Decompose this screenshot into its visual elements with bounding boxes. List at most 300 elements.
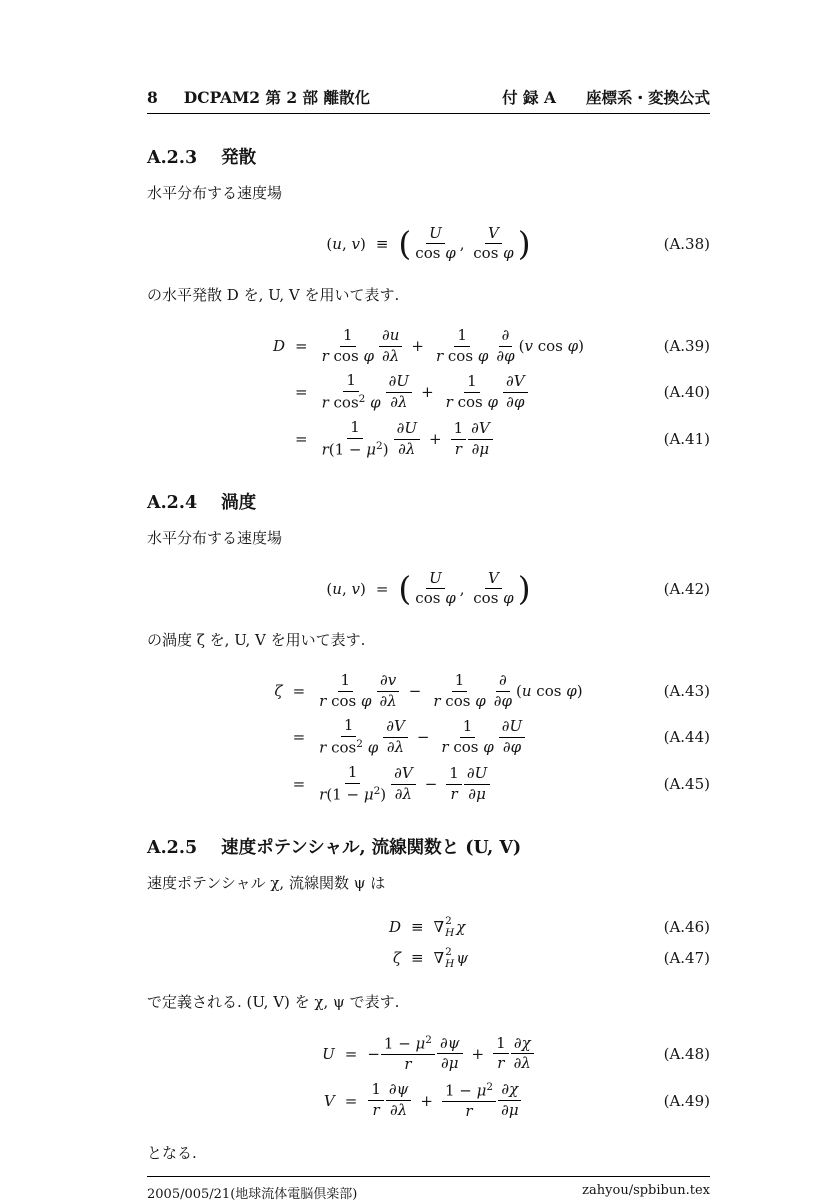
equation-tag-cell xyxy=(583,728,710,746)
math-token: 2 xyxy=(356,737,363,750)
math-token: φ xyxy=(501,691,512,710)
equation-tag: (A.49) xyxy=(663,1091,710,1110)
fraction-denominator xyxy=(469,440,493,459)
fraction-numerator xyxy=(511,1035,534,1055)
math-token: ) xyxy=(359,579,366,598)
math-token: 1 xyxy=(457,325,467,344)
fraction-numerator xyxy=(437,1035,463,1055)
fraction-numerator xyxy=(446,765,462,785)
math-token: μ xyxy=(366,440,377,459)
math-token: r xyxy=(319,691,327,710)
equation-tag-cell xyxy=(583,682,710,700)
fraction xyxy=(386,1081,412,1119)
math-token: U xyxy=(429,223,442,242)
math-token: r xyxy=(497,1054,505,1073)
math-token: χ xyxy=(521,1033,531,1052)
equation-relation: = xyxy=(292,775,306,794)
equation-tag-cell xyxy=(468,918,710,936)
math-token: ) xyxy=(359,234,366,253)
section-number: A.2.5 xyxy=(147,838,198,858)
math-token: φ xyxy=(503,589,514,608)
math-token: ∂ xyxy=(388,372,397,390)
math-token: ∂ xyxy=(501,717,510,735)
math-token: r xyxy=(319,738,327,757)
math-token: ∂ xyxy=(389,1101,398,1120)
equation-tag-cell xyxy=(583,775,710,793)
fraction xyxy=(391,765,416,803)
math-token: ∂ xyxy=(498,670,507,689)
math-token: φ xyxy=(475,691,486,710)
fraction-numerator xyxy=(347,419,363,439)
fraction xyxy=(412,225,458,263)
math-token: φ xyxy=(487,392,499,411)
fraction-numerator xyxy=(464,373,480,393)
math-token: r xyxy=(404,1054,412,1073)
math-token: μ xyxy=(415,1034,426,1053)
fraction xyxy=(498,1081,522,1119)
appendix-title: 座標系・変換公式 xyxy=(585,88,710,107)
equation-rhs xyxy=(434,946,468,970)
math-token: v xyxy=(351,234,360,253)
section-title: 速度ポテンシャル, 流線関数と (U, V) xyxy=(221,838,522,858)
header-left xyxy=(147,86,370,108)
fraction xyxy=(499,718,525,756)
operator: − xyxy=(416,728,430,747)
math-token: λ xyxy=(402,784,413,803)
fraction-denominator xyxy=(443,393,501,412)
math-token: μ xyxy=(448,1054,459,1073)
fraction-denominator xyxy=(319,347,377,366)
fraction xyxy=(379,327,402,365)
math-token: r xyxy=(321,393,329,412)
math-token: ∂ xyxy=(466,763,475,782)
math-token: , xyxy=(459,234,470,253)
fraction-denominator xyxy=(395,440,418,459)
fraction xyxy=(442,1081,496,1121)
math-token: φ xyxy=(360,691,372,710)
fraction-denominator xyxy=(412,589,458,608)
equation-tag: (A.48) xyxy=(663,1044,710,1063)
math-token: r xyxy=(321,346,329,365)
fraction-denominator xyxy=(430,692,488,711)
equation-tag-cell xyxy=(535,1092,710,1110)
operator: + xyxy=(420,1091,433,1110)
fraction xyxy=(493,327,517,365)
equation-relation: = xyxy=(344,1091,358,1110)
equation-tag-cell xyxy=(531,235,710,253)
math-token: ∂ xyxy=(501,1101,509,1120)
math-token: ( xyxy=(326,579,333,598)
math-token: , xyxy=(341,234,352,253)
math-token: r xyxy=(441,737,449,756)
equation-relation: = xyxy=(292,682,306,701)
fraction-denominator xyxy=(384,738,407,757)
fraction-denominator xyxy=(500,738,524,757)
math-token: φ xyxy=(510,737,522,756)
math-token: 1 xyxy=(496,1033,506,1052)
math-token: 2 xyxy=(376,439,383,452)
math-token: 1 xyxy=(467,372,477,390)
equation-lhs xyxy=(326,235,365,253)
math-token: , xyxy=(459,579,470,598)
math-token: ∂ xyxy=(506,392,514,411)
equation-tag-cell xyxy=(531,580,710,598)
equation-tag-cell xyxy=(584,337,710,355)
fraction-denominator xyxy=(447,785,460,804)
equation-rhs xyxy=(318,372,529,412)
fraction-numerator xyxy=(426,570,445,590)
math-token: ψ xyxy=(396,1080,409,1099)
math-token: χ xyxy=(456,917,466,936)
equation-rhs xyxy=(434,915,466,939)
fraction-numerator xyxy=(460,718,476,738)
math-token: ∂ xyxy=(396,418,405,437)
fraction-denominator xyxy=(316,737,381,757)
math-token: r xyxy=(372,1101,380,1120)
fraction xyxy=(433,327,491,365)
superscript: 2 xyxy=(445,914,452,927)
math-token: cos xyxy=(473,589,504,608)
math-token: r xyxy=(321,440,329,459)
equation-tag: (A.38) xyxy=(663,234,710,253)
fraction-denominator xyxy=(316,692,374,711)
appendix-label: 付 録 A xyxy=(502,88,556,107)
math-token: ∂ xyxy=(379,691,388,710)
page-header xyxy=(147,86,710,114)
math-token: U xyxy=(509,717,523,735)
math-token: λ xyxy=(387,691,397,710)
operator: − xyxy=(424,775,438,794)
math-token: ( xyxy=(516,682,522,701)
section-heading-divergence xyxy=(147,144,710,169)
math-token: φ xyxy=(445,244,456,263)
equation-tag-cell xyxy=(468,949,710,967)
math-token: r xyxy=(454,439,462,458)
math-token: λ xyxy=(397,392,408,411)
math-token: U xyxy=(322,1044,335,1063)
math-token: ∂ xyxy=(390,392,398,411)
equation-rhs xyxy=(318,419,494,459)
fraction-denominator xyxy=(438,1054,462,1073)
math-token: 1 − xyxy=(444,1081,477,1100)
equation-lhs xyxy=(389,918,401,936)
math-token: v xyxy=(387,670,397,689)
math-token: ( xyxy=(518,337,525,356)
math-token: 2 xyxy=(358,392,366,405)
fraction-denominator xyxy=(493,347,517,366)
math-token: ζ xyxy=(274,682,283,701)
fraction-numerator xyxy=(377,672,399,692)
equation-group-a43-a45 xyxy=(147,672,710,804)
math-token: − xyxy=(367,1044,380,1063)
math-token: ( xyxy=(326,234,333,253)
paragraph: 水平分布する速度場 xyxy=(147,529,283,547)
math-token: ∂ xyxy=(502,737,511,756)
math-token: u xyxy=(389,325,400,344)
fraction xyxy=(381,1034,435,1074)
equation-group-a42 xyxy=(147,570,710,608)
math-token: λ xyxy=(389,346,400,365)
math-token: φ xyxy=(504,346,515,365)
fraction-numerator xyxy=(464,765,490,785)
fraction xyxy=(451,420,467,458)
math-token: ) xyxy=(578,337,584,356)
math-token: ) xyxy=(382,440,389,459)
math-token: D xyxy=(388,917,402,936)
math-token: r xyxy=(450,784,458,803)
math-token: ∂ xyxy=(506,372,514,390)
fraction-numerator xyxy=(498,1081,521,1101)
section-heading-vorticity xyxy=(147,489,710,514)
fraction-numerator xyxy=(499,327,513,347)
fraction-numerator xyxy=(391,765,416,785)
fraction-numerator xyxy=(386,373,412,393)
fraction-numerator xyxy=(386,1081,412,1101)
fraction xyxy=(443,373,501,411)
math-token: 2 xyxy=(486,1080,494,1093)
footer-date: 2005/005/21(地球流体電脳倶楽部) xyxy=(147,1187,358,1202)
equation-relation: ≡ xyxy=(375,234,389,253)
equation-lhs xyxy=(326,580,365,598)
fraction xyxy=(493,1035,509,1073)
fraction-numerator xyxy=(468,420,493,440)
fraction xyxy=(491,672,515,710)
superscript-subscript xyxy=(445,946,454,970)
equation-tag: (A.44) xyxy=(663,728,710,747)
math-token: ) xyxy=(576,682,583,701)
equation-tag-cell xyxy=(584,383,710,401)
fraction-numerator xyxy=(345,764,361,784)
math-token: λ xyxy=(394,737,405,756)
math-token: ∂ xyxy=(382,346,390,365)
fraction-denominator xyxy=(316,784,389,804)
equation-tag: (A.41) xyxy=(663,430,710,449)
equation-rhs xyxy=(315,672,582,710)
math-token: ∂ xyxy=(394,784,403,803)
footer-filename: zahyou/spbibun.tex xyxy=(582,1183,710,1199)
equation-rhs xyxy=(315,717,526,757)
equation-tag: (A.40) xyxy=(663,383,710,402)
fraction-denominator xyxy=(379,347,402,366)
math-token: 1 − xyxy=(383,1034,416,1053)
fraction-numerator xyxy=(499,718,525,738)
equation-rhs xyxy=(367,1034,535,1074)
math-token: 1 xyxy=(347,763,358,782)
fraction xyxy=(438,718,496,756)
big-parenthesis: ( xyxy=(398,224,412,264)
fraction-denominator xyxy=(433,347,491,366)
equation-tag: (A.42) xyxy=(663,579,710,598)
math-token: cos xyxy=(443,346,478,365)
fraction xyxy=(383,718,408,756)
header-part-title: DCPAM2 第 2 部 離散化 xyxy=(183,88,370,107)
math-token: r xyxy=(433,691,441,710)
operator: + xyxy=(471,1044,485,1063)
math-token: V xyxy=(323,1091,335,1110)
fraction-numerator xyxy=(379,327,402,347)
fraction-denominator xyxy=(494,1054,507,1073)
math-token: ∇ xyxy=(433,917,445,936)
math-token: cos xyxy=(326,738,357,757)
superscript: 2 xyxy=(445,945,452,958)
fraction xyxy=(319,372,384,412)
fraction xyxy=(470,570,516,608)
fraction-denominator xyxy=(452,440,465,459)
math-token: ∂ xyxy=(386,737,395,756)
page-body xyxy=(147,114,710,1176)
math-token: V xyxy=(393,717,405,735)
fraction-denominator xyxy=(387,393,410,412)
math-token: V xyxy=(401,763,413,782)
fraction-numerator xyxy=(485,225,502,245)
math-token: φ xyxy=(513,392,525,411)
fraction-denominator xyxy=(462,1102,475,1121)
math-token: 1 xyxy=(449,763,459,782)
fraction xyxy=(394,420,420,458)
math-token: V xyxy=(488,568,499,587)
math-token: ∂ xyxy=(386,717,394,735)
math-token: μ xyxy=(479,439,490,458)
fraction xyxy=(319,327,377,365)
equation-relation: = xyxy=(292,728,306,747)
fraction-numerator xyxy=(394,420,420,440)
equation-group-a38 xyxy=(147,225,710,263)
fraction xyxy=(319,419,392,459)
math-token: λ xyxy=(405,439,416,458)
math-token: ∂ xyxy=(439,1033,448,1052)
math-token: 1 xyxy=(462,717,473,735)
operator: + xyxy=(421,383,434,402)
math-token: D xyxy=(272,337,286,356)
math-token: μ xyxy=(363,785,374,804)
section-number: A.2.3 xyxy=(147,148,198,168)
equation-lhs xyxy=(273,337,285,355)
big-parenthesis: ) xyxy=(517,569,531,609)
fraction xyxy=(368,1081,384,1119)
equation-lhs xyxy=(324,1092,335,1110)
math-token: cos xyxy=(448,737,484,756)
fraction-numerator xyxy=(485,570,502,590)
math-token: ψ xyxy=(447,1033,460,1052)
fraction xyxy=(430,672,488,710)
equation-tag: (A.45) xyxy=(663,775,710,794)
subscript: H xyxy=(445,957,455,970)
fraction xyxy=(468,420,493,458)
math-token: v xyxy=(524,337,533,356)
math-token: ζ xyxy=(392,948,402,967)
paragraph: となる. xyxy=(147,1143,197,1162)
math-token: φ xyxy=(367,738,379,757)
equation-rhs xyxy=(398,225,530,263)
fraction-denominator xyxy=(498,1101,522,1120)
fraction-denominator xyxy=(438,738,496,757)
header-right xyxy=(502,86,710,108)
equation-tag: (A.46) xyxy=(663,917,710,936)
fraction-numerator xyxy=(341,717,357,737)
section-number: A.2.4 xyxy=(147,493,198,513)
paragraph: の水平発散 D を, U, V を用いて表す. xyxy=(147,286,400,305)
math-token: cos xyxy=(328,346,364,365)
fraction-numerator xyxy=(454,327,470,347)
math-token: U xyxy=(404,418,417,437)
math-token: r xyxy=(435,346,444,365)
fraction-denominator xyxy=(319,392,384,412)
fraction-denominator xyxy=(465,785,489,804)
equation-group-a46-a47 xyxy=(147,915,710,970)
math-token: φ xyxy=(445,589,456,608)
paragraph: の渦度 ζ を, U, V を用いて表す. xyxy=(147,631,366,650)
subscript: H xyxy=(445,926,455,939)
fraction-denominator xyxy=(387,1101,410,1120)
math-token: μ xyxy=(476,784,486,803)
math-token: φ xyxy=(503,244,514,263)
math-token: φ xyxy=(477,346,489,365)
math-token: ∂ xyxy=(513,1054,522,1073)
math-token: ∂ xyxy=(394,763,402,782)
equation-rhs xyxy=(315,764,491,804)
math-token: 1 xyxy=(453,418,464,437)
fraction-numerator xyxy=(343,372,359,392)
math-token: 1 xyxy=(454,670,465,689)
fraction-denominator xyxy=(412,244,458,263)
math-token: r xyxy=(465,1101,473,1120)
equation-tag-cell xyxy=(584,430,710,448)
fraction-numerator xyxy=(503,373,528,393)
math-token: (1 − xyxy=(326,785,364,804)
math-token: u xyxy=(332,234,342,253)
fraction-denominator xyxy=(319,439,392,459)
math-token: (1 − xyxy=(328,440,367,459)
math-token: φ xyxy=(363,346,374,365)
fraction-denominator xyxy=(392,785,415,804)
big-parenthesis: ( xyxy=(398,569,412,609)
math-token: cos xyxy=(326,691,361,710)
paragraph: 水平分布する速度場 xyxy=(147,184,283,202)
fraction xyxy=(464,765,490,803)
math-token: ∇ xyxy=(433,948,445,967)
equation-group-a39-a41 xyxy=(147,327,710,459)
fraction-numerator xyxy=(493,1035,509,1055)
equation-relation: = xyxy=(375,579,389,598)
fraction xyxy=(437,1035,463,1073)
section-heading-potential-streamfunction xyxy=(147,834,710,859)
math-token: cos xyxy=(531,682,567,701)
math-token: φ xyxy=(566,682,577,701)
fraction-numerator xyxy=(442,1081,496,1102)
operator: − xyxy=(408,682,422,701)
fraction-denominator xyxy=(491,692,515,711)
math-token: cos xyxy=(328,393,359,412)
math-token: 1 xyxy=(343,325,353,344)
math-token: , xyxy=(341,579,352,598)
paragraph: で定義される. (U, V) を χ, ψ で表す. xyxy=(147,993,400,1011)
fraction xyxy=(386,373,412,411)
math-token: r xyxy=(445,392,453,411)
equation-tag: (A.43) xyxy=(663,682,710,701)
fraction xyxy=(377,672,400,710)
fraction-numerator xyxy=(496,672,510,692)
operator: + xyxy=(411,337,424,356)
equation-lhs xyxy=(393,949,401,967)
math-token: χ xyxy=(509,1080,519,1099)
fraction-numerator xyxy=(452,672,468,692)
fraction xyxy=(470,225,516,263)
math-token: 2 xyxy=(373,784,381,797)
math-token: ∂ xyxy=(501,325,510,344)
math-token: φ xyxy=(567,337,579,356)
math-token: 1 xyxy=(343,716,354,735)
equation-relation: = xyxy=(344,1044,358,1063)
